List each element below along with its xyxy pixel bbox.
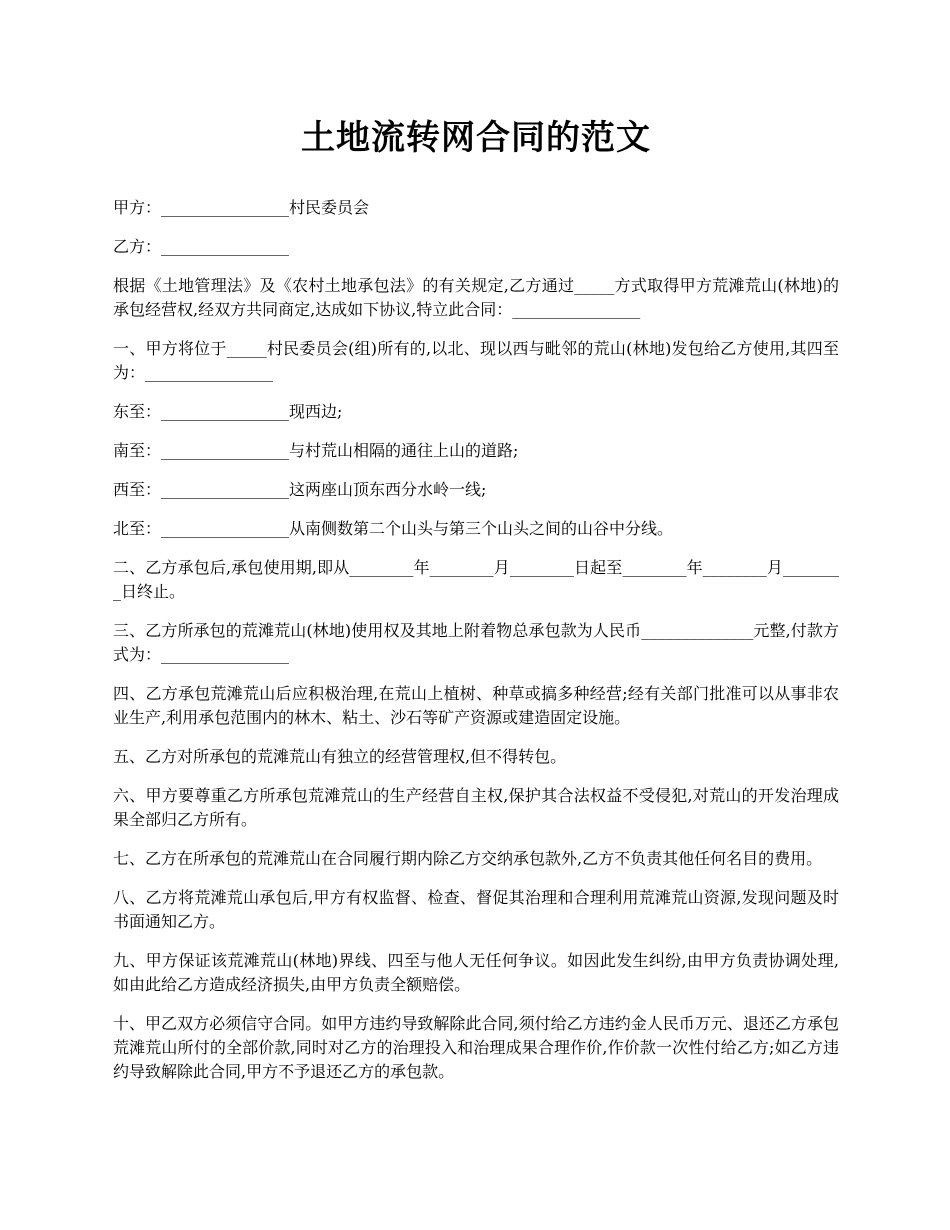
clause-8: 八、乙方将荒滩荒山承包后,甲方有权监督、检查、督促其治理和合理利用荒滩荒山资源,发现问题及时书面通知乙方。 (113, 888, 839, 931)
clause-2: 二、乙方承包后,承包使用期,即从________年________月________日起至________年________月________日终止。 (113, 558, 839, 601)
clause-1: 一、甲方将位于_____村民委员会(组)所有的,以北、现以西与毗邻的荒山(林地)发包给乙方使用,其四至为：________________ (113, 339, 839, 382)
clause-5: 五、乙方对所承包的荒滩荒山有独立的经营管理权,但不得转包。 (113, 747, 567, 766)
clause-6: 六、甲方要尊重乙方所承包荒滩荒山的生产经营自主权,保护其合法权益不受侵犯,对荒山的开发治理成果全部归乙方所有。 (113, 786, 839, 829)
clause-10: 十、甲乙双方必须信守合同。如甲方违约导致解除此合同,须付给乙方违约金人民币万元、退还乙方承包荒滩荒山所付的全部价款,同时对乙方的治理投入和治理成果合理作价,作价款一次性付给乙方;如乙方违约导致解除此合同,甲方不予退还乙方的承包款。 (113, 1014, 839, 1081)
clause-4: 四、乙方承包荒滩荒山后应积极治理,在荒山上植树、种草或搞多种经营;经有关部门批准可以从事非农业生产,利用承包范围内的林木、粘土、沙石等矿产资源或建造固定设施。 (113, 684, 839, 727)
document-page (113, 110, 839, 1099)
clause-9: 九、甲方保证该荒滩荒山(林地)界线、四至与他人无任何争议。如因此发生纠纷,由甲方负责协调处理,如由此给乙方造成经济损失,由甲方负责全额赔偿。 (113, 951, 839, 994)
document-body (113, 196, 839, 1084)
boundary-north: 北至：________________从南侧数第二个山头与第三个山头之间的山谷中分线。 (113, 519, 674, 538)
boundary-south: 南至：________________与村荒山相隔的通往上山的道路; (113, 441, 519, 460)
clause-7: 七、乙方在所承包的荒滩荒山在合同履行期内除乙方交纳承包款外,乙方不负责其他任何名目的费用。 (113, 849, 823, 868)
clause-3: 三、乙方所承包的荒滩荒山(林地)使用权及其地上附着物总承包款为人民币______________元整,付款方式为：________________ (113, 621, 839, 664)
boundary-east: 东至：________________现西边; (113, 402, 343, 421)
boundary-west: 西至：________________这两座山顶东西分水岭一线; (113, 480, 487, 499)
document-title: 土地流转网合同的范文 (301, 118, 651, 158)
party-b-line: 乙方：________________ (113, 237, 290, 256)
party-a-line: 甲方：________________村民委员会 (113, 198, 370, 217)
preamble-paragraph: 根据《土地管理法》及《农村土地承包法》的有关规定,乙方通过_____方式取得甲方荒滩荒山(林地)的承包经营权,经双方共同商定,达成如下协议,特立此合同：________________ (113, 276, 839, 319)
